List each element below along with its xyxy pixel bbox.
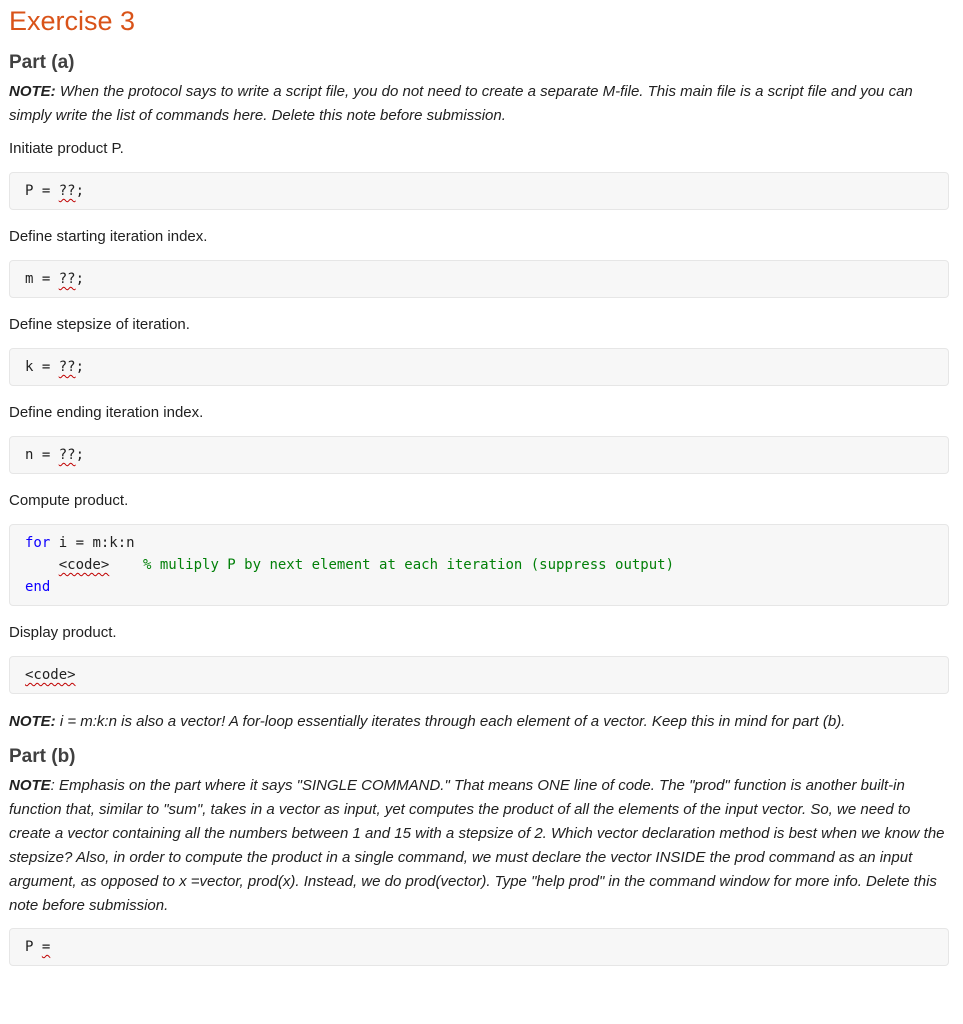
spellcheck-mark: <code> xyxy=(25,667,76,683)
spellcheck-mark: <code> xyxy=(58,557,110,573)
spellcheck-mark: ?? xyxy=(58,183,76,199)
spellcheck-mark: ?? xyxy=(58,271,76,287)
part-a-note xyxy=(9,80,949,128)
spellcheck-mark: = xyxy=(41,939,51,955)
part-b-heading: Part (b) xyxy=(9,746,76,767)
spellcheck-mark: ?? xyxy=(58,359,76,375)
part-b-note xyxy=(9,774,949,918)
exercise-title: Exercise 3 xyxy=(9,6,136,36)
code-comment: % muliply P by next element at each iteration (suppress output) xyxy=(143,557,675,573)
code-text: ; xyxy=(75,447,85,463)
code-text: n = xyxy=(25,447,59,463)
step-text-stepsize: Define stepsize of iteration. xyxy=(9,316,190,333)
spellcheck-mark: ?? xyxy=(58,447,76,463)
step-text-end-index: Define ending iteration index. xyxy=(9,404,204,421)
step-text-start-index: Define starting iteration index. xyxy=(9,228,208,245)
note-text: When the protocol says to write a script file, you do not need to create a separate M-file. This main file is a script file and you can simply write the list of commands here. Delete this note before submission. xyxy=(9,83,913,124)
code-block-start-index[interactable] xyxy=(9,260,949,298)
step-text-display: Display product. xyxy=(9,624,117,641)
code-text: ; xyxy=(75,271,85,287)
code-text: i = m:k:n xyxy=(50,535,135,551)
code-text: k = xyxy=(25,359,59,375)
gap xyxy=(109,557,143,573)
indent xyxy=(25,557,59,573)
note-label: NOTE: xyxy=(9,83,56,100)
note-label: NOTE xyxy=(9,777,51,794)
code-block-stepsize[interactable] xyxy=(9,348,949,386)
step-text-initiate: Initiate product P. xyxy=(9,140,124,157)
code-block-loop[interactable] xyxy=(9,524,949,606)
code-block-initiate[interactable] xyxy=(9,172,949,210)
part-a-note-2 xyxy=(9,710,949,734)
code-text: ; xyxy=(75,183,85,199)
code-block-part-b[interactable] xyxy=(9,928,949,966)
part-a-heading: Part (a) xyxy=(9,52,75,73)
code-text: P = xyxy=(25,183,59,199)
step-text-compute: Compute product. xyxy=(9,492,129,509)
code-text: m = xyxy=(25,271,59,287)
keyword-for: for xyxy=(25,535,51,551)
note-text: i = m:k:n is also a vector! A for-loop essentially iterates through each element of a vector. Keep this in mind for part (b). xyxy=(55,713,846,730)
code-block-end-index[interactable] xyxy=(9,436,949,474)
code-block-display[interactable] xyxy=(9,656,949,694)
note-label: NOTE: xyxy=(9,713,56,730)
code-text: P xyxy=(25,939,42,955)
note-text: : Emphasis on the part where it says "SINGLE COMMAND." That means ONE line of code. The "prod" function is another built-in function that, similar to "sum", takes in a vector as input, yet computes the product of all the elements of the input vector. So, we need to create a vector containing all the numbers between 1 and 15 with a stepsize of 2. Which vector declaration method is best when we know the stepsize? Also, in order to compute the product in a single command, we must declare the vector INSIDE the prod command as an input argument, as opposed to x =vector, prod(x). Instead, we do prod(vector). Type "help prod" in the command window for more info. Delete this note before submission. xyxy=(9,777,945,914)
code-text: ; xyxy=(75,359,85,375)
keyword-end: end xyxy=(25,579,51,595)
